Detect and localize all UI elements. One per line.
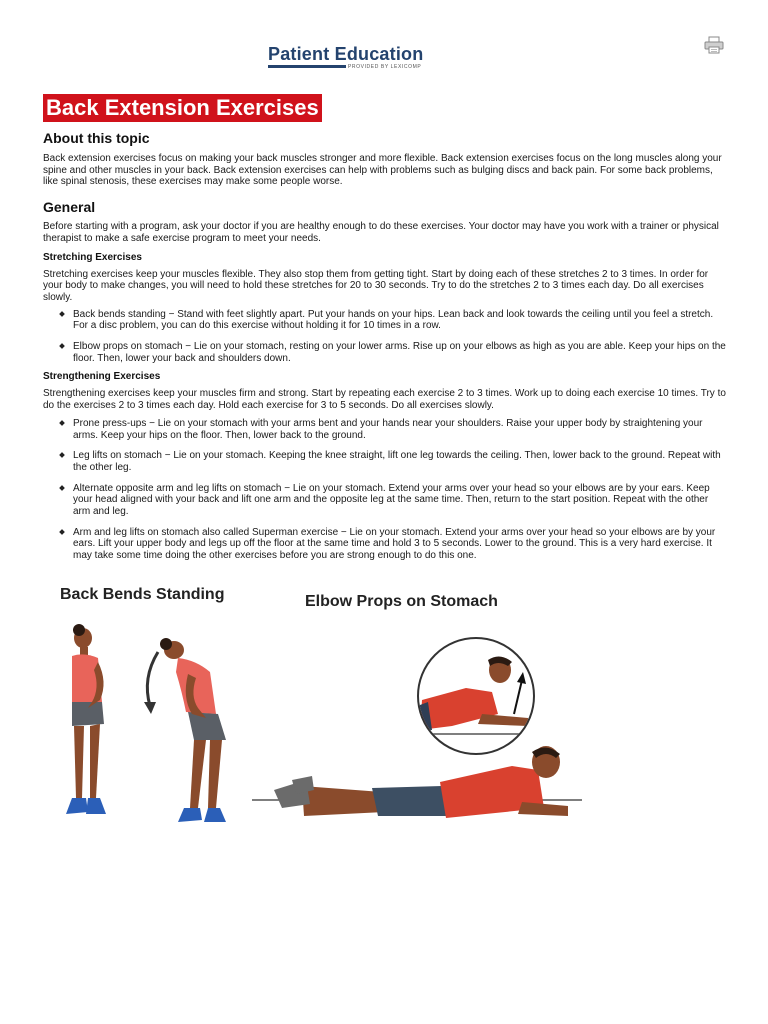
brand-logo <box>268 44 428 68</box>
strengthening-heading: Strengthening Exercises <box>43 371 161 383</box>
list-item <box>73 418 727 441</box>
figure-elbow-props <box>274 746 568 818</box>
strengthening-list <box>43 418 727 562</box>
bullet-icon <box>59 311 65 317</box>
bullet-icon <box>59 343 65 349</box>
arrow-head-icon <box>144 702 156 714</box>
page-title: Back Extension Exercises <box>43 94 322 122</box>
list-item-text: Leg lifts on stomach − Lie on your stomach. Keeping the knee straight, lift one leg towards the ceiling. Then, lower back to the ground. Repeat with the other leg. <box>73 450 721 473</box>
figure-title-elbow-props: Elbow Props on Stomach <box>305 593 498 610</box>
magnified-inset <box>412 638 542 754</box>
stretching-list <box>43 309 727 365</box>
elbow-props-illustration <box>252 630 592 840</box>
general-heading: General <box>43 199 96 216</box>
list-item <box>73 483 727 518</box>
list-item-text: Alternate opposite arm and leg lifts on stomach − Lie on your stomach. Extend your arms over your head so your elbows are by your ears. Keep your head aligned with your back and lift one arm and the opposite leg at the same time. Then, return to the start position. Repeat with the other arm and leg. <box>73 482 710 518</box>
bullet-icon <box>59 529 65 535</box>
stretching-heading: Stretching Exercises <box>43 251 142 263</box>
general-paragraph: Before starting with a program, ask your doctor if you are healthy enough to do these exercises. Your doctor may have you work with a trainer or physical therapist to make a safe exercise program to meet your needs. <box>43 221 719 244</box>
list-item-text: Prone press-ups − Lie on your stomach with your arms bent and your hands near your shoulders. Raise your upper body by straightening your arms. Keep your hips on the floor. Then, lower back to the ground. <box>73 417 703 441</box>
back-bends-standing-illustration <box>58 622 238 838</box>
bullet-icon <box>59 452 65 458</box>
figure-upright <box>66 624 106 814</box>
bullet-icon <box>59 420 65 426</box>
document-body <box>43 94 727 562</box>
list-item-text: Elbow props on stomach − Lie on your stomach, resting on your lower arms. Rise up on your elbows as high as you are able. Keep your hips on the floor. Then, lower your back and shoulders down. <box>73 341 726 364</box>
brand-rule <box>268 65 346 68</box>
printer-icon[interactable] <box>703 36 725 54</box>
list-item <box>73 527 727 562</box>
brand-subtitle: PROVIDED BY LEXICOMP <box>348 64 422 70</box>
list-item <box>73 450 727 473</box>
figure-leaning-back <box>160 638 226 822</box>
list-item <box>73 341 727 364</box>
strengthening-paragraph: Strengthening exercises keep your muscles firm and strong. Start by repeating each exercise 2 to 3 times. Work up to doing each exercise 10 times. Try to do the exercises 2 to 3 times each day. Hold each exercise for 3 to 5 seconds. Do all exercises slowly. <box>43 388 726 412</box>
list-item-text: Back bends standing − Stand with feet slightly apart. Put your hands on your hips. Lean back and look towards the ceiling until you feel a stretch. For a disc problem, you can do this exercise without holding it for 10 times in a row. <box>73 308 714 332</box>
list-item <box>73 309 727 332</box>
bullet-icon <box>59 485 65 491</box>
brand-title: Patient Education <box>268 44 424 64</box>
list-item-text: Arm and leg lifts on stomach also called Superman exercise − Lie on your stomach. Extend your arms over your head so your elbows are by your ears. Lift your upper body and legs up off the floor at the same time and hold 3 to 5 seconds. Lower to the ground. This is a very hard exercise. It may take some time doing the other exercises before you are strong enough to do this one. <box>73 526 716 562</box>
about-heading: About this topic <box>43 130 150 146</box>
figure-title-back-bends: Back Bends Standing <box>60 586 225 603</box>
arrow-icon <box>147 652 158 706</box>
about-paragraph: Back extension exercises focus on making your back muscles stronger and more flexible. Back extension exercises focus on the long muscles along your spine and other muscles in your back. Back extension exercises can help with problems such as bulging discs and back pain. For some back problems, like spinal stenosis, these exercises may make some people worse. <box>43 153 722 188</box>
stretching-paragraph: Stretching exercises keep your muscles flexible. They also stop them from getting tight. Start by doing each of these stretches 2 to 3 times. In order for your body to make changes, you will need to hold these stretches for 20 to 30 seconds. Try to do the stretches 2 to 3 times each day. Do all exercises slowly. <box>43 268 709 303</box>
